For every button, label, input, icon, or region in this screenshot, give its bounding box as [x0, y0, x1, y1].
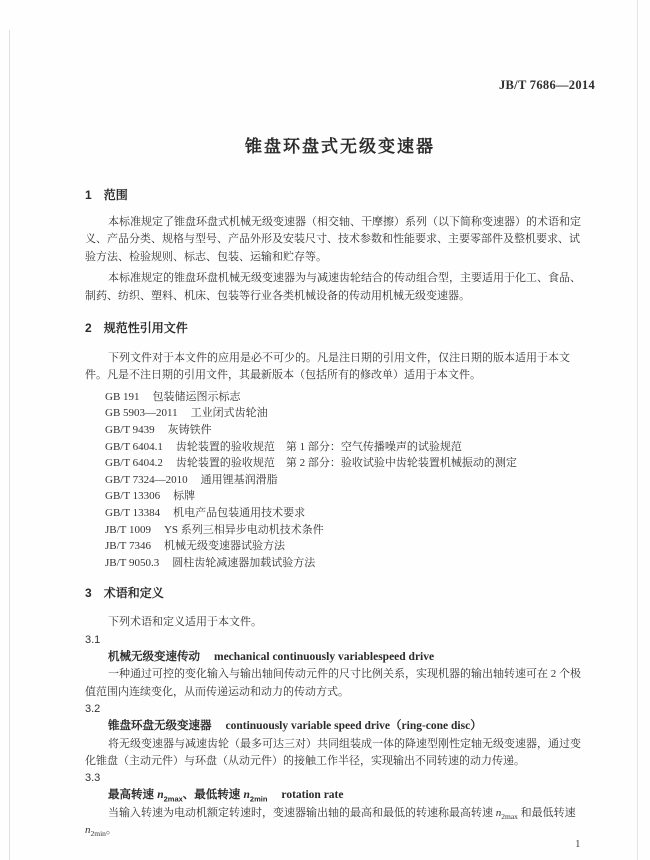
reference-title: 工业闭式齿轮油: [190, 407, 268, 420]
reference-title: 包装储运图示标志: [152, 390, 241, 403]
term-3-1-title: [85, 649, 595, 666]
n2min-subscript: 2min: [249, 794, 268, 804]
reference-title: 圆柱齿轮减速器加载试验方法: [172, 556, 316, 569]
definition-text: 。: [105, 824, 117, 837]
reference-code: GB/T 7324—2010: [105, 473, 188, 486]
term-3-1-definition-line: 一种通过可控的变化输入与输出轴间传动元件的尺寸比例关系，实现机器的输出轴转速可在 2 个极: [108, 668, 581, 681]
reference-item: [85, 522, 595, 539]
reference-code: GB/T 9439: [105, 424, 155, 437]
text-line: 本标准规定了锥盘环盘式机械无级变速器（相交轴、干摩擦）系列（以下简称变速器）的术语和定: [108, 216, 581, 228]
clause-1-number: 1: [85, 188, 92, 202]
n2max-subscript: 2max: [163, 794, 183, 804]
n2min-variable: n: [85, 824, 91, 837]
term-3-1-zh: 机械无级变速传动: [108, 651, 200, 664]
reference-title: 齿轮装置的验收规范 第 1 部分：空气传播噪声的试验规范: [175, 440, 462, 453]
term-3-2-definition-line: 化锥盘（主动元件）与环盘（从动元件）的接触工作半径，实现输出不同转速的动力传递。: [85, 754, 525, 767]
reference-item: [85, 389, 595, 406]
term-3-2-title: [85, 718, 595, 735]
page-scan-edge-right: [637, 0, 638, 860]
reference-title: 标牌: [173, 490, 196, 503]
term-3-1-definition-line: 值范围内连续变化，从而传递运动和动力的传动方式。: [85, 685, 349, 698]
term-3-3-title: [85, 787, 595, 804]
reference-item: [85, 439, 595, 456]
references-list: [85, 389, 595, 572]
clause-3-title: 术语和定义: [103, 586, 164, 601]
text-line: 验方法、检验规则、标志、包装、运输和贮存等。: [85, 250, 327, 263]
term-3-3-zh-part: 、最低转速: [182, 789, 244, 802]
term-3-2-definition-line: 将无级变速器与减速齿轮（最多可达三对）共同组装成一体的降速型刚性定轴无级变速器，通过变: [108, 737, 581, 750]
reference-title: 灰铸铁件: [167, 424, 212, 437]
reference-title: 齿轮装置的验收规范 第 2 部分：验收试验中齿轮装置机械振动的测定: [175, 457, 517, 470]
reference-item: [85, 472, 595, 489]
reference-item: [85, 505, 595, 522]
text-line: 下列文件对于本文件的应用是必不可少的。凡是注日期的引用文件，仅注日期的版本适用于本文: [108, 352, 570, 365]
references-intro: [85, 350, 595, 385]
reference-code: GB/T 13384: [105, 507, 161, 519]
clause-1-title: 范围: [103, 188, 128, 202]
term-3-1-number: 3.1: [85, 633, 101, 646]
n2max-subscript: 2max: [501, 811, 518, 821]
page-number: 1: [575, 838, 581, 850]
term-3-2-zh: 锥盘环盘无级变速器: [108, 720, 212, 733]
clause-2-title: 规范性引用文件: [103, 321, 188, 336]
term-3-3-definition-line: [85, 805, 595, 822]
scope-paragraph-2: [85, 270, 595, 305]
definition-text: 和最低转速: [517, 806, 576, 819]
reference-title: 机械无级变速器试验方法: [163, 540, 285, 553]
reference-code: JB/T 9050.3: [105, 556, 160, 569]
reference-title: 通用锂基润滑脂: [200, 473, 278, 486]
clause-1-heading: [85, 188, 595, 203]
reference-code: GB/T 6404.2: [105, 457, 163, 470]
n2max-variable: n: [495, 806, 502, 819]
reference-item: [85, 555, 595, 572]
clause-2-number: 2: [85, 321, 92, 336]
text-line: 义、产品分类、规格与型号、产品外形及安装尺寸、技术参数和性能要求、主要零部件及整机要求、试: [85, 233, 580, 246]
reference-title: YS 系列三相异步电动机技术条件: [163, 523, 324, 536]
text-line: 制药、纺织、塑料、机床、包装等行业各类机械设备的传动用机械无级变速器。: [85, 289, 470, 302]
definition-text: 当输入转速为电动机额定转速时，变速器输出轴的最高和最低的转速称最高转速: [108, 806, 496, 819]
reference-code: JB/T 1009: [105, 523, 151, 536]
reference-item: [85, 455, 595, 472]
term-3-3-en: rotation rate: [281, 789, 344, 802]
clause-3-heading: [85, 586, 595, 601]
text-line: 本标准规定的锥盘环盘机械无级变速器为与减速齿轮结合的传动组合型，主要适用于化工、食品、: [108, 272, 581, 285]
reference-code: GB 191: [105, 390, 140, 403]
scope-paragraph-1: [85, 214, 595, 266]
term-3-1-en: mechanical continuously variablespeed drive: [214, 651, 435, 664]
term-3-2-en: continuously variable speed drive（ring-cone disc）: [225, 720, 482, 733]
n2min-variable: n: [243, 789, 250, 802]
term-3-3-zh: [108, 789, 268, 804]
reference-code: GB 5903—2011: [105, 407, 178, 420]
standard-code-header: JB/T 7686—2014: [499, 78, 595, 92]
clause-2-heading: [85, 321, 595, 336]
terms-intro: 下列术语和定义适用于本文件。: [108, 616, 262, 629]
reference-item: [85, 488, 595, 505]
reference-code: GB/T 6404.1: [105, 440, 163, 453]
page-scan-edge-left: [9, 30, 10, 860]
document-title: 锥盘环盘式无级变速器: [245, 137, 435, 156]
reference-code: GB/T 13306: [105, 490, 161, 503]
terms-section: [85, 614, 595, 839]
n2max-variable: n: [157, 789, 164, 802]
reference-code: JB/T 7346: [105, 540, 151, 553]
term-3-3-number: 3.3: [85, 772, 101, 785]
page-content: [85, 0, 595, 839]
term-3-2-number: 3.2: [85, 702, 101, 715]
text-line: 件。凡是不注日期的引用文件，其最新版本（包括所有的修改单）适用于本文件。: [85, 369, 481, 382]
term-3-3-zh-part: 最高转速: [108, 789, 158, 802]
clause-3-number: 3: [85, 586, 92, 601]
term-3-3-definition-line: [85, 822, 595, 839]
reference-item: [85, 422, 595, 439]
reference-item: [85, 405, 595, 422]
reference-item: [85, 538, 595, 555]
reference-title: 机电产品包装通用技术要求: [173, 507, 306, 519]
n2min-subscript: 2min: [90, 829, 106, 839]
